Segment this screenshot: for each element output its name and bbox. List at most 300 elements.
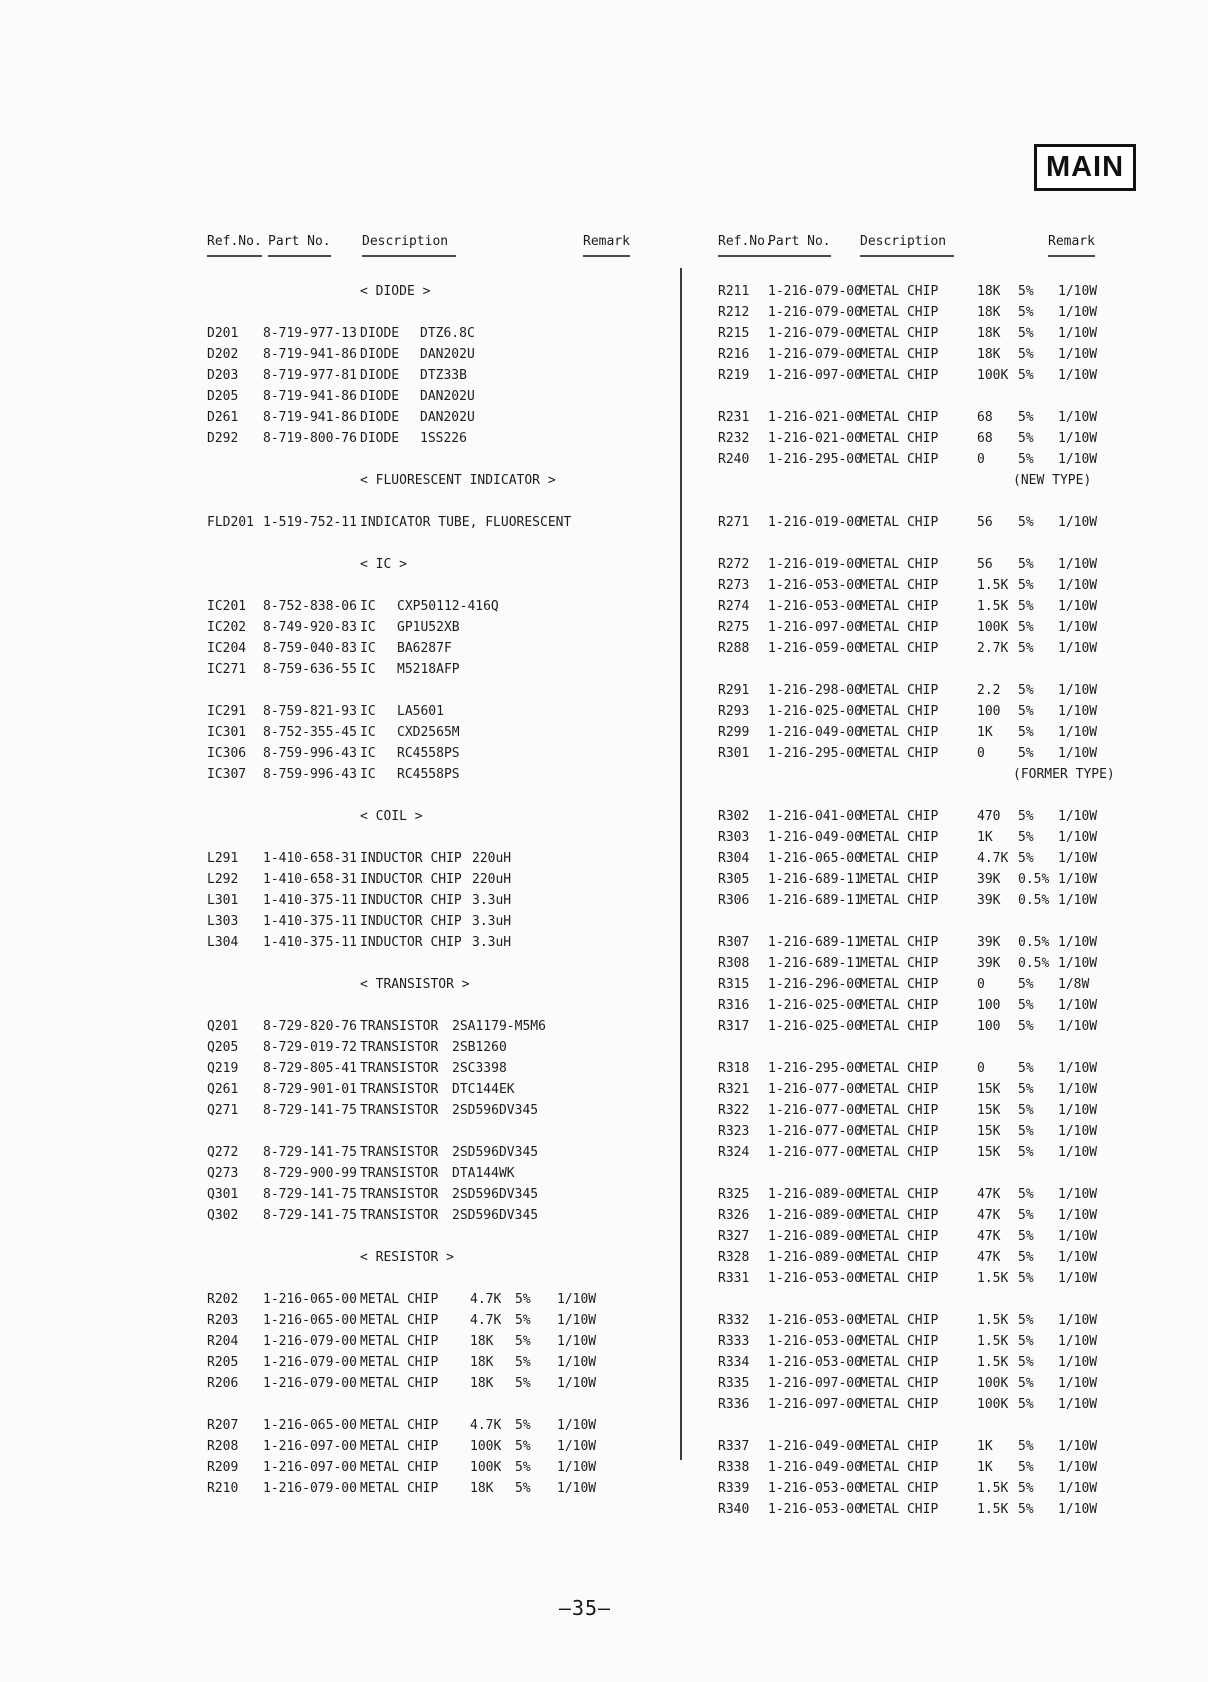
value: 56 bbox=[977, 515, 993, 530]
part-row bbox=[718, 554, 1198, 575]
ref-no: D261 bbox=[207, 410, 239, 425]
value: 3.3uH bbox=[472, 935, 512, 950]
part-row bbox=[718, 344, 1198, 365]
tolerance: 5% bbox=[1018, 641, 1034, 656]
description: INDUCTOR CHIP bbox=[360, 935, 462, 950]
ref-no: Q205 bbox=[207, 1040, 239, 1055]
value: 4.7K bbox=[977, 851, 1009, 866]
part-row bbox=[207, 323, 687, 344]
part-no: 8-729-019-72 bbox=[263, 1040, 357, 1055]
tolerance: 5% bbox=[515, 1292, 531, 1307]
value: 2SD596DV345 bbox=[452, 1103, 539, 1118]
value: 39K bbox=[977, 893, 1001, 908]
part-no: 8-759-996-43 bbox=[263, 746, 357, 761]
part-row bbox=[207, 1289, 687, 1310]
description: METAL CHIP bbox=[860, 1124, 939, 1139]
part-no: 1-216-019-00 bbox=[768, 557, 862, 572]
part-no: 1-216-295-00 bbox=[768, 452, 862, 467]
description: TRANSISTOR bbox=[360, 1187, 439, 1202]
ref-no: R322 bbox=[718, 1103, 750, 1118]
tolerance: 5% bbox=[1018, 557, 1034, 572]
ref-no: FLD201 bbox=[207, 515, 254, 530]
part-no: 1-216-077-00 bbox=[768, 1082, 862, 1097]
part-no: 1-216-049-00 bbox=[768, 725, 862, 740]
value: 470 bbox=[977, 809, 1001, 824]
part-no: 1-216-097-00 bbox=[768, 620, 862, 635]
ref-no: R209 bbox=[207, 1460, 239, 1475]
ref-no: R321 bbox=[718, 1082, 750, 1097]
part-row bbox=[718, 1184, 1198, 1205]
ref-no: L301 bbox=[207, 893, 239, 908]
wattage: 1/10W bbox=[1058, 368, 1098, 383]
tolerance: 5% bbox=[1018, 1229, 1034, 1244]
description: METAL CHIP bbox=[860, 872, 939, 887]
ref-no: L303 bbox=[207, 914, 239, 929]
ref-no: Q272 bbox=[207, 1145, 239, 1160]
description: METAL CHIP bbox=[860, 410, 939, 425]
tolerance: 5% bbox=[1018, 452, 1034, 467]
part-row bbox=[718, 743, 1198, 764]
value: 2.7K bbox=[977, 641, 1009, 656]
part-no: 1-216-097-00 bbox=[263, 1439, 357, 1454]
description: METAL CHIP bbox=[860, 1229, 939, 1244]
ref-no: R203 bbox=[207, 1313, 239, 1328]
part-row bbox=[207, 1331, 687, 1352]
description: METAL CHIP bbox=[860, 1208, 939, 1223]
tolerance: 5% bbox=[1018, 515, 1034, 530]
part-no: 1-216-097-00 bbox=[768, 368, 862, 383]
part-no: 1-410-658-31 bbox=[263, 872, 357, 887]
ref-no: L304 bbox=[207, 935, 239, 950]
value: 39K bbox=[977, 935, 1001, 950]
ref-no: IC306 bbox=[207, 746, 247, 761]
wattage: 1/10W bbox=[1058, 704, 1098, 719]
part-no: 1-216-079-00 bbox=[768, 326, 862, 341]
part-no: 1-216-053-00 bbox=[768, 1334, 862, 1349]
part-row bbox=[718, 827, 1198, 848]
row-group bbox=[207, 596, 687, 680]
value: DAN202U bbox=[420, 347, 475, 362]
part-row bbox=[207, 659, 687, 680]
value: 2SA1179-M5M6 bbox=[452, 1019, 546, 1034]
value: 39K bbox=[977, 956, 1001, 971]
part-row bbox=[718, 302, 1198, 323]
value: 100 bbox=[977, 704, 1001, 719]
board-name-badge bbox=[1034, 144, 1136, 191]
wattage: 1/10W bbox=[1058, 599, 1098, 614]
tolerance: 5% bbox=[1018, 578, 1034, 593]
description: TRANSISTOR bbox=[360, 1082, 439, 1097]
description: DIODE bbox=[360, 326, 400, 341]
value: 47K bbox=[977, 1250, 1001, 1265]
part-row bbox=[718, 428, 1198, 449]
wattage: 1/10W bbox=[1058, 620, 1098, 635]
value: 2SD596DV345 bbox=[452, 1187, 539, 1202]
description: METAL CHIP bbox=[860, 893, 939, 908]
part-row bbox=[718, 890, 1198, 911]
tolerance: 5% bbox=[1018, 1313, 1034, 1328]
part-no: 1-216-021-00 bbox=[768, 431, 862, 446]
description: METAL CHIP bbox=[860, 557, 939, 572]
description: METAL CHIP bbox=[860, 578, 939, 593]
value: 1.5K bbox=[977, 1355, 1009, 1370]
ref-no: R326 bbox=[718, 1208, 750, 1223]
value: 0 bbox=[977, 746, 985, 761]
part-row bbox=[207, 1142, 687, 1163]
description: METAL CHIP bbox=[860, 746, 939, 761]
value: 1.5K bbox=[977, 1313, 1009, 1328]
part-row bbox=[718, 1100, 1198, 1121]
value: LA5601 bbox=[397, 704, 444, 719]
value: 47K bbox=[977, 1208, 1001, 1223]
part-no: 1-216-079-00 bbox=[768, 284, 862, 299]
part-row bbox=[207, 617, 687, 638]
part-row bbox=[718, 1247, 1198, 1268]
part-row bbox=[207, 344, 687, 365]
wattage: 1/10W bbox=[1058, 305, 1098, 320]
ref-no: R240 bbox=[718, 452, 750, 467]
row-group bbox=[207, 323, 687, 449]
wattage: 1/10W bbox=[1058, 935, 1098, 950]
part-row bbox=[718, 680, 1198, 701]
header-ref-no: Ref.No. bbox=[718, 231, 773, 257]
value: 1.5K bbox=[977, 599, 1009, 614]
ref-no: Q301 bbox=[207, 1187, 239, 1202]
part-row bbox=[718, 1016, 1198, 1037]
description: IC bbox=[360, 725, 376, 740]
row-group bbox=[207, 512, 687, 533]
wattage: 1/10W bbox=[1058, 347, 1098, 362]
ref-no: R340 bbox=[718, 1502, 750, 1517]
tolerance: 5% bbox=[1018, 1460, 1034, 1475]
ref-no: IC271 bbox=[207, 662, 247, 677]
description: TRANSISTOR bbox=[360, 1208, 439, 1223]
ref-no: R303 bbox=[718, 830, 750, 845]
part-no: 8-729-900-99 bbox=[263, 1166, 357, 1181]
value: 220uH bbox=[472, 851, 512, 866]
ref-no: R324 bbox=[718, 1145, 750, 1160]
description: METAL CHIP bbox=[860, 683, 939, 698]
part-no: 8-759-821-93 bbox=[263, 704, 357, 719]
description: DIODE bbox=[360, 347, 400, 362]
part-no: 8-759-636-55 bbox=[263, 662, 357, 677]
ref-no: R274 bbox=[718, 599, 750, 614]
tolerance: 5% bbox=[1018, 998, 1034, 1013]
wattage: 1/10W bbox=[1058, 746, 1098, 761]
wattage: 1/10W bbox=[1058, 1019, 1098, 1034]
tolerance: 5% bbox=[1018, 1061, 1034, 1076]
ref-no: R308 bbox=[718, 956, 750, 971]
part-no: 1-216-065-00 bbox=[263, 1292, 357, 1307]
row-group bbox=[718, 1310, 1198, 1415]
ref-no: R211 bbox=[718, 284, 750, 299]
value: 15K bbox=[977, 1082, 1001, 1097]
part-row bbox=[718, 953, 1198, 974]
part-row bbox=[718, 1373, 1198, 1394]
ref-no: R307 bbox=[718, 935, 750, 950]
value: 0 bbox=[977, 1061, 985, 1076]
part-no: 1-410-375-11 bbox=[263, 893, 357, 908]
part-no: 1-216-079-00 bbox=[263, 1376, 357, 1391]
ref-no: L292 bbox=[207, 872, 239, 887]
part-row bbox=[718, 575, 1198, 596]
value: 100K bbox=[470, 1460, 502, 1475]
value: 2SD596DV345 bbox=[452, 1145, 539, 1160]
part-row bbox=[718, 995, 1198, 1016]
ref-no: R325 bbox=[718, 1187, 750, 1202]
part-row bbox=[207, 701, 687, 722]
header-description: Description bbox=[860, 231, 954, 257]
ref-no: R275 bbox=[718, 620, 750, 635]
part-no: 1-216-053-00 bbox=[768, 599, 862, 614]
part-row bbox=[718, 1058, 1198, 1079]
part-no: 1-216-065-00 bbox=[263, 1418, 357, 1433]
description: TRANSISTOR bbox=[360, 1019, 439, 1034]
ref-no: R339 bbox=[718, 1481, 750, 1496]
description: METAL CHIP bbox=[860, 1187, 939, 1202]
value: 2SB1260 bbox=[452, 1040, 507, 1055]
ref-no: Q261 bbox=[207, 1082, 239, 1097]
row-group bbox=[718, 680, 1198, 785]
value: 1.5K bbox=[977, 1271, 1009, 1286]
part-no: 8-752-355-45 bbox=[263, 725, 357, 740]
ref-no: R315 bbox=[718, 977, 750, 992]
description: METAL CHIP bbox=[860, 1145, 939, 1160]
part-row bbox=[207, 512, 687, 533]
wattage: 1/10W bbox=[1058, 1124, 1098, 1139]
value: 2SD596DV345 bbox=[452, 1208, 539, 1223]
part-no: 1-216-019-00 bbox=[768, 515, 862, 530]
part-row bbox=[718, 722, 1198, 743]
part-no: 8-729-141-75 bbox=[263, 1145, 357, 1160]
wattage: 1/10W bbox=[1058, 1397, 1098, 1412]
description: METAL CHIP bbox=[860, 704, 939, 719]
part-row bbox=[718, 1268, 1198, 1289]
tolerance: 5% bbox=[1018, 725, 1034, 740]
part-row bbox=[207, 596, 687, 617]
part-row bbox=[718, 1226, 1198, 1247]
value: 47K bbox=[977, 1229, 1001, 1244]
part-no: 8-719-941-86 bbox=[263, 347, 357, 362]
tolerance: 5% bbox=[1018, 368, 1034, 383]
value: 47K bbox=[977, 1187, 1001, 1202]
ref-no: R205 bbox=[207, 1355, 239, 1370]
part-row bbox=[718, 1394, 1198, 1415]
part-no: 1-216-689-11 bbox=[768, 935, 862, 950]
wattage: 1/10W bbox=[1058, 1355, 1098, 1370]
tolerance: 5% bbox=[1018, 1187, 1034, 1202]
ref-no: R334 bbox=[718, 1355, 750, 1370]
ref-no: R318 bbox=[718, 1061, 750, 1076]
part-no: 1-216-025-00 bbox=[768, 998, 862, 1013]
part-row bbox=[207, 1373, 687, 1394]
description: METAL CHIP bbox=[360, 1418, 439, 1433]
part-row bbox=[207, 1352, 687, 1373]
description: METAL CHIP bbox=[860, 1439, 939, 1454]
remark-note bbox=[718, 764, 1198, 785]
part-no: 8-752-838-06 bbox=[263, 599, 357, 614]
parts-blocks-left bbox=[207, 281, 687, 1520]
part-no: 8-719-977-13 bbox=[263, 326, 357, 341]
row-group bbox=[718, 806, 1198, 911]
description: INDICATOR TUBE, FLUORESCENT bbox=[360, 515, 572, 530]
part-row bbox=[718, 1352, 1198, 1373]
header-ref-no: Ref.No. bbox=[207, 231, 262, 257]
ref-no: R291 bbox=[718, 683, 750, 698]
tolerance: 5% bbox=[1018, 1355, 1034, 1370]
description: INDUCTOR CHIP bbox=[360, 914, 462, 929]
part-row bbox=[207, 1079, 687, 1100]
row-group bbox=[718, 281, 1198, 386]
wattage: 1/10W bbox=[1058, 641, 1098, 656]
section-title: < IC > bbox=[360, 557, 407, 572]
tolerance: 5% bbox=[1018, 746, 1034, 761]
description: METAL CHIP bbox=[860, 956, 939, 971]
ref-no: R210 bbox=[207, 1481, 239, 1496]
row-group bbox=[207, 1142, 687, 1226]
part-no: 1-216-689-11 bbox=[768, 893, 862, 908]
wattage: 1/10W bbox=[557, 1418, 597, 1433]
ref-no: Q273 bbox=[207, 1166, 239, 1181]
part-row bbox=[718, 1478, 1198, 1499]
part-row bbox=[718, 1205, 1198, 1226]
ref-no: Q219 bbox=[207, 1061, 239, 1076]
ref-no: R288 bbox=[718, 641, 750, 656]
description: IC bbox=[360, 599, 376, 614]
ref-no: R299 bbox=[718, 725, 750, 740]
part-no: 1-216-049-00 bbox=[768, 830, 862, 845]
part-row bbox=[207, 365, 687, 386]
part-row bbox=[718, 512, 1198, 533]
ref-no: IC291 bbox=[207, 704, 247, 719]
tolerance: 5% bbox=[515, 1376, 531, 1391]
part-no: 8-749-920-83 bbox=[263, 620, 357, 635]
wattage: 1/10W bbox=[557, 1313, 597, 1328]
value: 4.7K bbox=[470, 1292, 502, 1307]
wattage: 1/8W bbox=[1058, 977, 1090, 992]
part-row bbox=[718, 806, 1198, 827]
description: IC bbox=[360, 620, 376, 635]
ref-no: R316 bbox=[718, 998, 750, 1013]
ref-no: R202 bbox=[207, 1292, 239, 1307]
part-no: 1-519-752-11 bbox=[263, 515, 357, 530]
description: METAL CHIP bbox=[860, 998, 939, 1013]
ref-no: R336 bbox=[718, 1397, 750, 1412]
description: METAL CHIP bbox=[860, 368, 939, 383]
part-no: 1-216-053-00 bbox=[768, 1481, 862, 1496]
ref-no: R327 bbox=[718, 1229, 750, 1244]
value: 100K bbox=[977, 1376, 1009, 1391]
value: DTA144WK bbox=[452, 1166, 515, 1181]
value: GP1U52XB bbox=[397, 620, 460, 635]
part-row bbox=[718, 596, 1198, 617]
wattage: 1/10W bbox=[557, 1355, 597, 1370]
description: TRANSISTOR bbox=[360, 1166, 439, 1181]
part-row bbox=[207, 1415, 687, 1436]
part-row bbox=[207, 743, 687, 764]
tolerance: 5% bbox=[1018, 1334, 1034, 1349]
wattage: 1/10W bbox=[557, 1439, 597, 1454]
part-no: 1-216-077-00 bbox=[768, 1145, 862, 1160]
ref-no: R317 bbox=[718, 1019, 750, 1034]
row-group bbox=[718, 554, 1198, 659]
part-no: 1-216-025-00 bbox=[768, 1019, 862, 1034]
value: 100K bbox=[977, 368, 1009, 383]
value: 1.5K bbox=[977, 1334, 1009, 1349]
part-row bbox=[207, 932, 687, 953]
value: 3.3uH bbox=[472, 914, 512, 929]
row-group bbox=[207, 848, 687, 953]
part-row bbox=[207, 764, 687, 785]
tolerance: 5% bbox=[1018, 1439, 1034, 1454]
page-number: —35— bbox=[558, 1596, 612, 1620]
ref-no: IC307 bbox=[207, 767, 247, 782]
wattage: 1/10W bbox=[1058, 1229, 1098, 1244]
part-row bbox=[718, 281, 1198, 302]
row-group bbox=[718, 932, 1198, 1037]
description: METAL CHIP bbox=[360, 1460, 439, 1475]
part-row bbox=[207, 1478, 687, 1499]
part-row bbox=[207, 1457, 687, 1478]
description: METAL CHIP bbox=[360, 1439, 439, 1454]
value: 2.2 bbox=[977, 683, 1001, 698]
description: METAL CHIP bbox=[860, 1460, 939, 1475]
ref-no: R232 bbox=[718, 431, 750, 446]
part-row bbox=[207, 722, 687, 743]
part-no: 1-216-065-00 bbox=[263, 1313, 357, 1328]
wattage: 1/10W bbox=[1058, 1103, 1098, 1118]
tolerance: 5% bbox=[515, 1481, 531, 1496]
wattage: 1/10W bbox=[1058, 893, 1098, 908]
wattage: 1/10W bbox=[1058, 1376, 1098, 1391]
tolerance: 5% bbox=[1018, 683, 1034, 698]
description: METAL CHIP bbox=[860, 641, 939, 656]
part-row bbox=[207, 428, 687, 449]
value: DAN202U bbox=[420, 410, 475, 425]
wattage: 1/10W bbox=[1058, 872, 1098, 887]
description: TRANSISTOR bbox=[360, 1040, 439, 1055]
parts-column-right bbox=[718, 231, 1198, 1541]
tolerance: 5% bbox=[1018, 851, 1034, 866]
description: TRANSISTOR bbox=[360, 1061, 439, 1076]
ref-no: R208 bbox=[207, 1439, 239, 1454]
part-row bbox=[207, 1310, 687, 1331]
ref-no: R305 bbox=[718, 872, 750, 887]
description: METAL CHIP bbox=[860, 1481, 939, 1496]
wattage: 1/10W bbox=[1058, 452, 1098, 467]
part-no: 1-216-689-11 bbox=[768, 956, 862, 971]
part-no: 8-759-040-83 bbox=[263, 641, 357, 656]
tolerance: 5% bbox=[1018, 977, 1034, 992]
ref-no: R273 bbox=[718, 578, 750, 593]
wattage: 1/10W bbox=[1058, 1208, 1098, 1223]
wattage: 1/10W bbox=[1058, 515, 1098, 530]
part-no: 1-216-053-00 bbox=[768, 578, 862, 593]
tolerance: 5% bbox=[1018, 1502, 1034, 1517]
description: METAL CHIP bbox=[360, 1355, 439, 1370]
description: METAL CHIP bbox=[860, 599, 939, 614]
tolerance: 5% bbox=[1018, 431, 1034, 446]
wattage: 1/10W bbox=[1058, 851, 1098, 866]
value: 56 bbox=[977, 557, 993, 572]
description: METAL CHIP bbox=[860, 977, 939, 992]
ref-no: Q271 bbox=[207, 1103, 239, 1118]
ref-no: R215 bbox=[718, 326, 750, 341]
ref-no: D202 bbox=[207, 347, 239, 362]
part-row bbox=[718, 1331, 1198, 1352]
description: IC bbox=[360, 767, 376, 782]
ref-no: D201 bbox=[207, 326, 239, 341]
